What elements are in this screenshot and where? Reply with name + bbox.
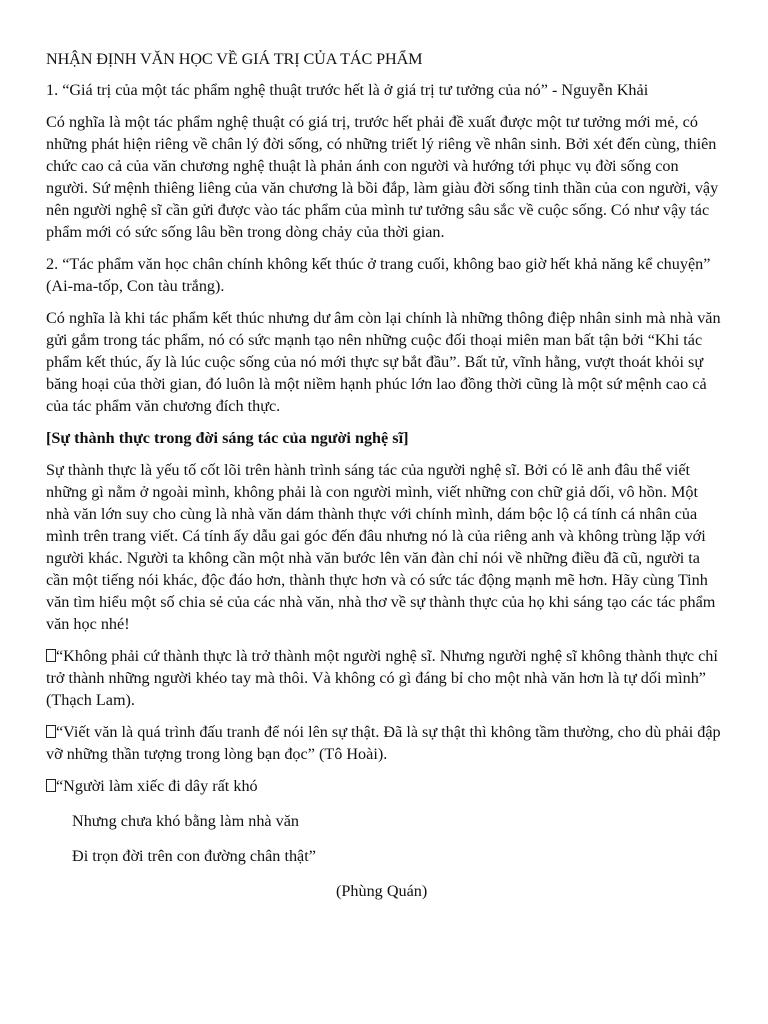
document-title: NHẬN ĐỊNH VĂN HỌC VỀ GIÁ TRỊ CỦA TÁC PHẨM — [46, 50, 423, 68]
poem-line-1 — [46, 775, 724, 797]
bullet-quote-1-text: “Không phải cứ thành thực là trở thành một người nghệ sĩ. Nhưng người nghệ sĩ không thành thực chỉ trở thành những người khéo tay mà thôi. Và không có gì đáng bỉ cho một nhà văn hơn là tự dối mình” (Thạch Lam). — [46, 647, 718, 709]
square-bullet-icon — [46, 649, 56, 662]
section-heading: [Sự thành thực trong đời sáng tác của người nghệ sĩ] — [46, 429, 409, 447]
quote-1: 1. “Giá trị của một tác phẩm nghệ thuật trước hết là ở giá trị tư tưởng của nó” - Nguyễn Khải — [46, 81, 649, 99]
square-bullet-icon — [46, 725, 56, 738]
bullet-quote-2 — [46, 721, 724, 765]
poem-line-2: Nhưng chưa khó bằng làm nhà văn — [72, 812, 300, 830]
quote-2: 2. “Tác phẩm văn học chân chính không kết thúc ở trang cuối, không bao giờ hết khả năng kể chuyện” (Ai-ma-tốp, Con tàu trắng). — [46, 255, 711, 295]
paragraph-2: Có nghĩa là khi tác phẩm kết thúc nhưng dư âm còn lại chính là những thông điệp nhân sinh mà nhà văn gửi gắm trong tác phẩm, nó có sức mạnh tạo nên những cuộc đối thoại miên man bất tận bởi “Khi tác phẩm kết thúc, ấy là lúc cuộc sống của nó mới thực sự bắt đầu”. Bất tử, vĩnh hằng, vượt thoát khỏi sự băng hoại của thời gian, đó luôn là một niềm hạnh phúc lớn lao đồng thời cũng là một sứ mệnh cao cả của tác phẩm văn chương đích thực. — [46, 309, 721, 415]
poem-line-3: Đi trọn đời trên con đường chân thật” — [72, 847, 316, 865]
poem-attribution: (Phùng Quán) — [336, 882, 428, 900]
bullet-quote-1 — [46, 645, 724, 711]
square-bullet-icon — [46, 779, 56, 792]
poem-line-1-text: “Người làm xiếc đi dây rất khó — [56, 777, 258, 795]
paragraph-3: Sự thành thực là yếu tố cốt lõi trên hành trình sáng tác của người nghệ sĩ. Bởi có lẽ anh đâu thể viết những gì nằm ở ngoài mình, không phải là con người mình, viết những con chữ giả dối, vô hồn. Một nhà văn lớn suy cho cùng là nhà văn dám thành thực với chính mình, dám bộc lộ cá tính cá nhân của mình trên trang viết. Cá tính ấy dẫu gai góc đến đâu nhưng nó là của riêng anh và không trùng lặp với người khác. Người ta không cần một nhà văn bước lên văn đàn chỉ nói về những điều đã cũ, người ta cần một tiếng nói khác, độc đáo hơn, thành thực hơn và có sức tác động mạnh mẽ hơn. Hãy cùng Tinh văn tìm hiểu một số chia sẻ của các nhà văn, nhà thơ về sự thành thực của họ khi sáng tạo các tác phẩm văn học nhé! — [46, 461, 716, 633]
paragraph-1: Có nghĩa là một tác phẩm nghệ thuật có giá trị, trước hết phải đề xuất được một tư tưởng mới mẻ, có những phát hiện riêng về chân lý đời sống, có những triết lý riêng về nhân sinh. Bởi xét đến cùng, thiên chức cao cả của văn chương nghệ thuật là phản ánh con người và hướng tới phục vụ đời sống con người. Sứ mệnh thiêng liêng của văn chương là bồi đắp, làm giàu đời sống tinh thần của con người, vậy nên người nghệ sĩ cần gửi được vào tác phẩm của mình tư tưởng sâu sắc về cuộc sống. Có như vậy tác phẩm mới có sức sống lâu bền trong dòng chảy của thời gian. — [46, 113, 719, 241]
bullet-quote-2-text: “Viết văn là quá trình đấu tranh để nói lên sự thật. Đã là sự thật thì không tầm thường, cho dù phải đập vỡ những thần tượng trong lòng bạn đọc” (Tô Hoài). — [46, 723, 721, 763]
